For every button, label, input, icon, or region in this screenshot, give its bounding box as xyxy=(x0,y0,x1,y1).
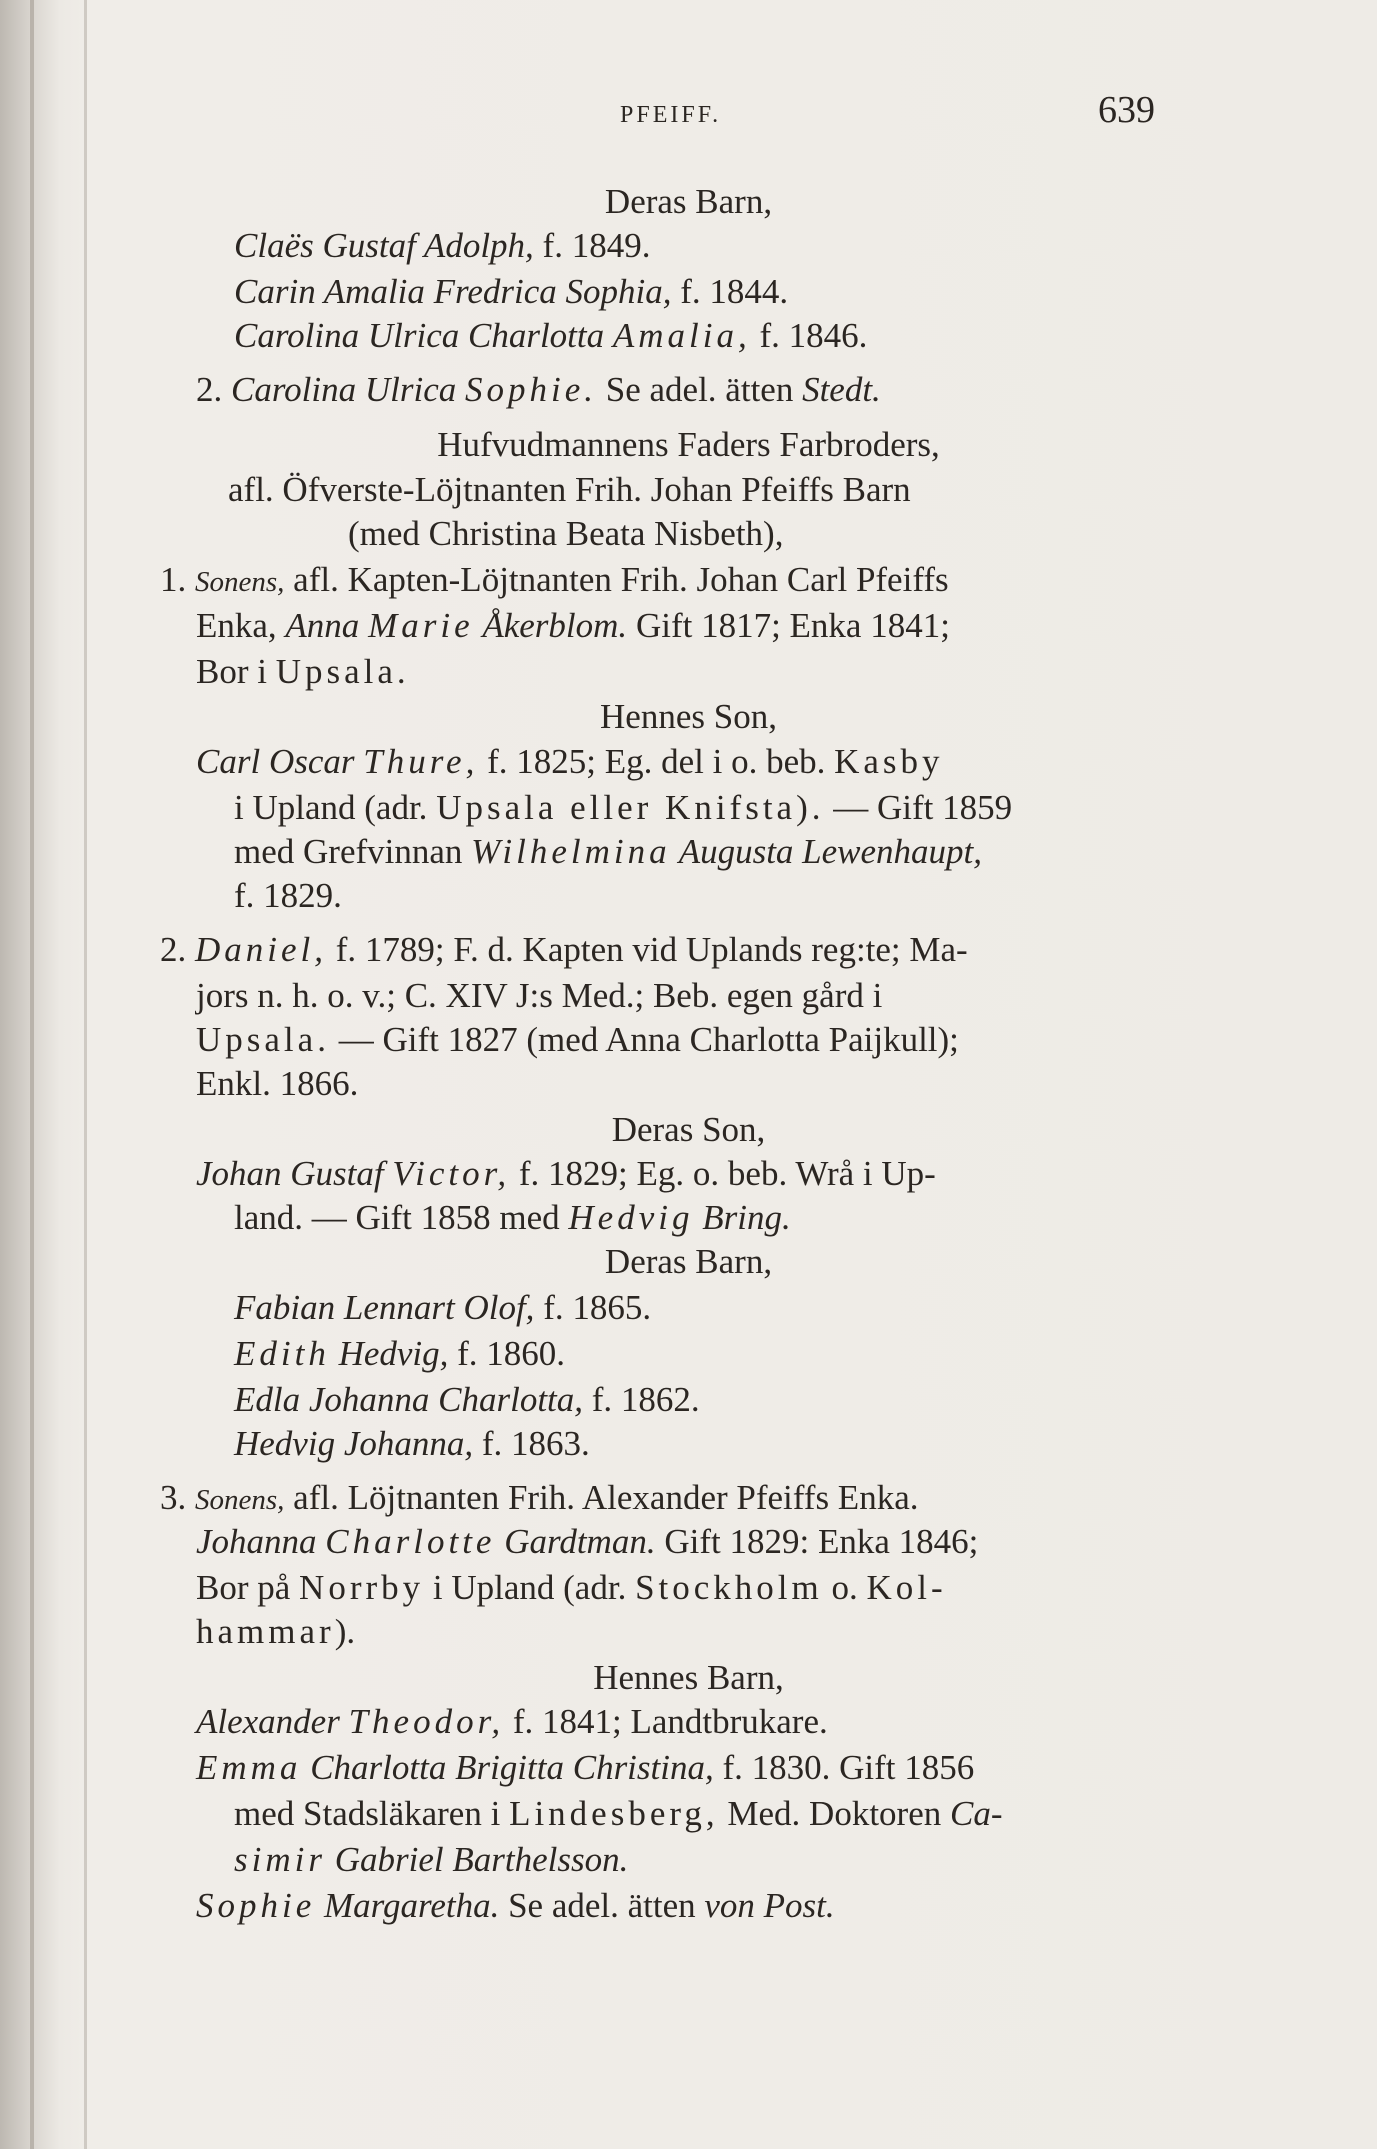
entry-line: med Stadsläkaren i Lindesberg, Med. Doktoren Ca- xyxy=(234,1794,1003,1833)
entry-line: Edla Johanna Charlotta, f. 1862. xyxy=(234,1380,700,1419)
text-line: jors n. h. o. v.; C. XIV J:s Med.; Beb. egen gård i xyxy=(196,976,883,1015)
entry-line: Upsala. — Gift 1827 (med Anna Charlotta Paijkull); xyxy=(196,1020,959,1059)
entry-line: Claës Gustaf Adolph, f. 1849. xyxy=(234,226,651,265)
running-head: PFEIFF. xyxy=(620,102,722,128)
entry-line: Bor i Upsala. xyxy=(196,652,410,691)
entry-line: med Grefvinnan Wilhelmina Augusta Lewenhaupt, xyxy=(234,832,983,871)
entry-line: Alexander Theodor, f. 1841; Landtbrukare. xyxy=(196,1702,828,1741)
entry-line: Sophie Margaretha. Se adel. ätten von Post. xyxy=(196,1886,835,1925)
page-number: 639 xyxy=(1098,89,1155,131)
entry-line: Johanna Charlotte Gardtman. Gift 1829: Enka 1846; xyxy=(196,1522,979,1561)
entry-line: Carl Oscar Thure, f. 1825; Eg. del i o. beb. Kasby xyxy=(196,742,944,781)
entry-line: Emma Charlotta Brigitta Christina, f. 1830. Gift 1856 xyxy=(196,1748,975,1787)
entry-line: Carin Amalia Fredrica Sophia, f. 1844. xyxy=(234,272,789,311)
entry-line: Carolina Ulrica Charlotta Amalia, f. 1846. xyxy=(234,316,868,355)
section-heading: Deras Barn, xyxy=(604,1242,773,1281)
entry-line: Johan Gustaf Victor, f. 1829; Eg. o. beb. Wrå i Up- xyxy=(196,1154,936,1193)
entry-line: f. 1829. xyxy=(234,876,342,915)
entry-line: Edith Hedvig, f. 1860. xyxy=(234,1334,566,1373)
section-heading: Deras Son, xyxy=(611,1110,766,1149)
entry-line: i Upland (adr. Upsala eller Knifsta). — Gift 1859 xyxy=(234,788,1013,827)
section-heading: Hufvudmannens Faders Farbroders, xyxy=(437,425,940,464)
entry-line: Enka, Anna Marie Åkerblom. Gift 1817; Enka 1841; xyxy=(196,606,950,645)
text-line: (med Christina Beata Nisbeth), xyxy=(348,514,784,553)
section-heading: Hennes Son, xyxy=(600,697,777,736)
entry-line: 3. Sonens, afl. Löjtnanten Frih. Alexander Pfeiffs Enka. xyxy=(160,1478,919,1517)
entry-line: 1. Sonens, afl. Kapten-Löjtnanten Frih. Johan Carl Pfeiffs xyxy=(160,560,949,599)
text-line: Enkl. 1866. xyxy=(196,1064,359,1103)
section-heading: Deras Barn, xyxy=(604,182,773,221)
entry-line: land. — Gift 1858 med Hedvig Bring. xyxy=(234,1198,791,1237)
entry-line: Hedvig Johanna, f. 1863. xyxy=(234,1424,590,1463)
text-line: afl. Öfverste-Löjtnanten Frih. Johan Pfeiffs Barn xyxy=(228,470,911,509)
entry-line: hammar). xyxy=(196,1612,356,1651)
entry-line: 2. Carolina Ulrica Sophie. Se adel. ätten Stedt. xyxy=(196,370,881,409)
entry-line: 2. Daniel, f. 1789; F. d. Kapten vid Uplands reg:te; Ma- xyxy=(160,930,968,969)
entry-line: Fabian Lennart Olof, f. 1865. xyxy=(234,1288,652,1327)
entry-line: simir Gabriel Barthelsson. xyxy=(234,1840,629,1879)
entry-line: Bor på Norrby i Upland (adr. Stockholm o. Kol- xyxy=(196,1568,947,1607)
section-heading: Hennes Barn, xyxy=(593,1658,784,1697)
